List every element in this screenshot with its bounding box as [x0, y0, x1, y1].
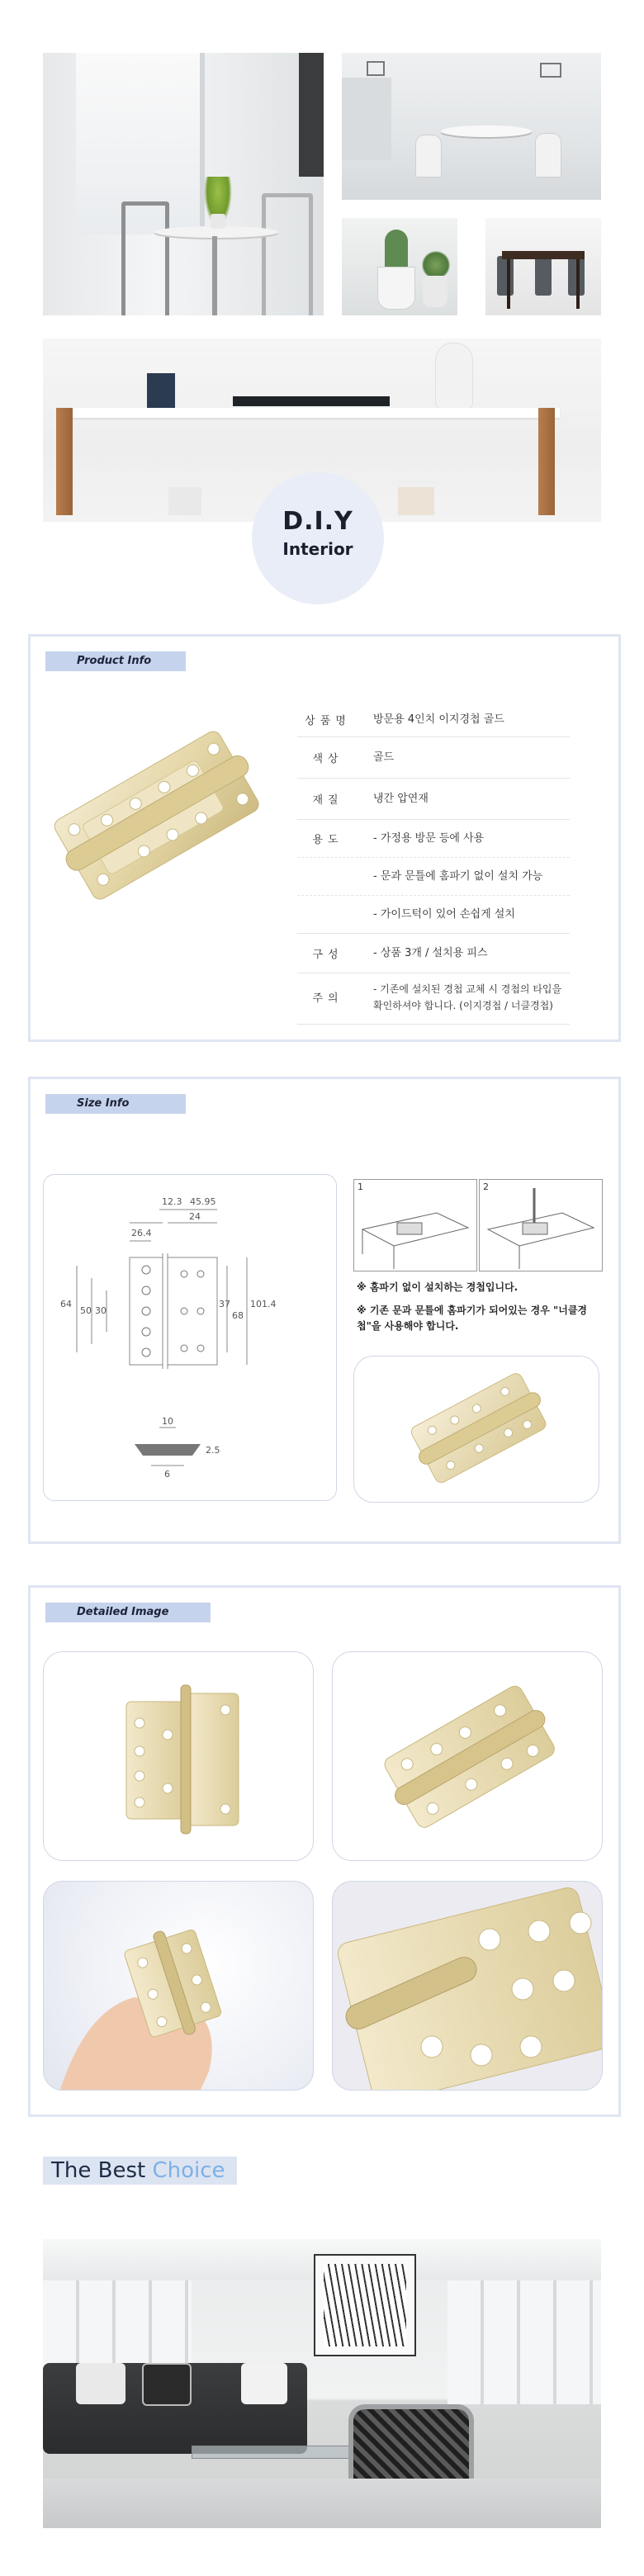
- detail-hand-card: [43, 1881, 314, 2091]
- hinge-card: [353, 1356, 599, 1503]
- step-1-panel: [353, 1179, 477, 1271]
- spec-value: 방문용 4인치 이지경첩 골드: [373, 713, 504, 726]
- spec-label: 색상: [312, 753, 343, 765]
- detailed-image-tag: Detailed Image: [45, 1603, 211, 1622]
- dim-24: 24: [189, 1211, 201, 1222]
- dimension-drawing: [43, 1174, 337, 1501]
- dim-64: 64: [60, 1299, 72, 1309]
- dim-50: 50: [80, 1305, 92, 1316]
- spec-label: 상품명: [305, 715, 351, 727]
- spec-value: - 상품 3개 / 설치용 피스: [373, 947, 488, 959]
- spec-row: [297, 857, 570, 896]
- badge-subtitle: Interior: [282, 539, 353, 559]
- step-number: 1: [358, 1181, 363, 1192]
- install-note-2: ※ 기존 문과 문틀에 홈파기가 되어있는 경우 "너클경첩"을 사용해야 합니다.: [357, 1305, 588, 1332]
- spec-value: - 가정용 방문 등에 사용: [373, 832, 485, 845]
- dim-45-95: 45.95: [190, 1196, 216, 1207]
- hinge-image: [36, 718, 284, 908]
- dim-12-3: 12.3: [162, 1196, 182, 1207]
- product-info-tag: Product Info: [45, 651, 186, 671]
- badge-title: D.I.Y: [282, 507, 353, 536]
- spec-label: 구성: [312, 949, 343, 961]
- diy-badge: [252, 472, 384, 604]
- dim-26-4: 26.4: [131, 1228, 152, 1238]
- best-choice-highlight: Choice: [152, 2158, 225, 2183]
- spec-row: [297, 778, 570, 820]
- detail-front-card: [43, 1651, 314, 1861]
- spec-value: 골드: [373, 751, 395, 764]
- spec-row: [297, 895, 570, 934]
- office-photo: [342, 53, 601, 200]
- spec-label: 용도: [312, 834, 343, 846]
- size-info-tag: Size Info: [45, 1094, 186, 1114]
- spec-label: 재질: [312, 794, 343, 807]
- detail-closeup-card: [332, 1881, 603, 2091]
- dim-10: 10: [162, 1416, 173, 1427]
- dim-101-4: 101.4: [250, 1299, 277, 1309]
- best-choice-heading: [43, 2157, 237, 2185]
- dim-37: 37: [219, 1299, 230, 1309]
- spec-row: [297, 973, 570, 1025]
- dim-6: 6: [164, 1469, 170, 1480]
- spec-label: 주의: [312, 992, 343, 1005]
- dim-68: 68: [232, 1310, 244, 1321]
- install-note-1: ※ 홈파기 없이 설치하는 경첩입니다.: [357, 1281, 519, 1293]
- detail-angled-card: [332, 1651, 603, 1861]
- spec-row: [297, 933, 570, 973]
- cactus-photo: [342, 218, 457, 315]
- step-number: 2: [483, 1181, 489, 1192]
- spec-value: - 문과 문틀에 홈파기 없이 설치 가능: [373, 870, 543, 883]
- best-choice-prefix: The Best: [51, 2158, 153, 2183]
- dim-2-5: 2.5: [206, 1445, 220, 1456]
- spec-value: - 가이드턱이 있어 손쉽게 설치: [373, 908, 515, 921]
- dining-photo: [485, 218, 601, 315]
- step-2-panel: [479, 1179, 603, 1271]
- spec-row: [297, 819, 570, 858]
- spec-row: [297, 736, 570, 779]
- living-room-photo: [43, 2239, 601, 2528]
- spec-value: 냉간 압연재: [373, 793, 429, 805]
- kitchen-photo: [43, 53, 324, 315]
- spec-row: [297, 700, 570, 737]
- dim-30: 30: [95, 1305, 107, 1316]
- spec-value: - 기존에 설치된 경첩 교체 시 경첩의 타입을 확인하셔야 합니다. (이지경첩 / 너클경첩): [373, 983, 562, 1011]
